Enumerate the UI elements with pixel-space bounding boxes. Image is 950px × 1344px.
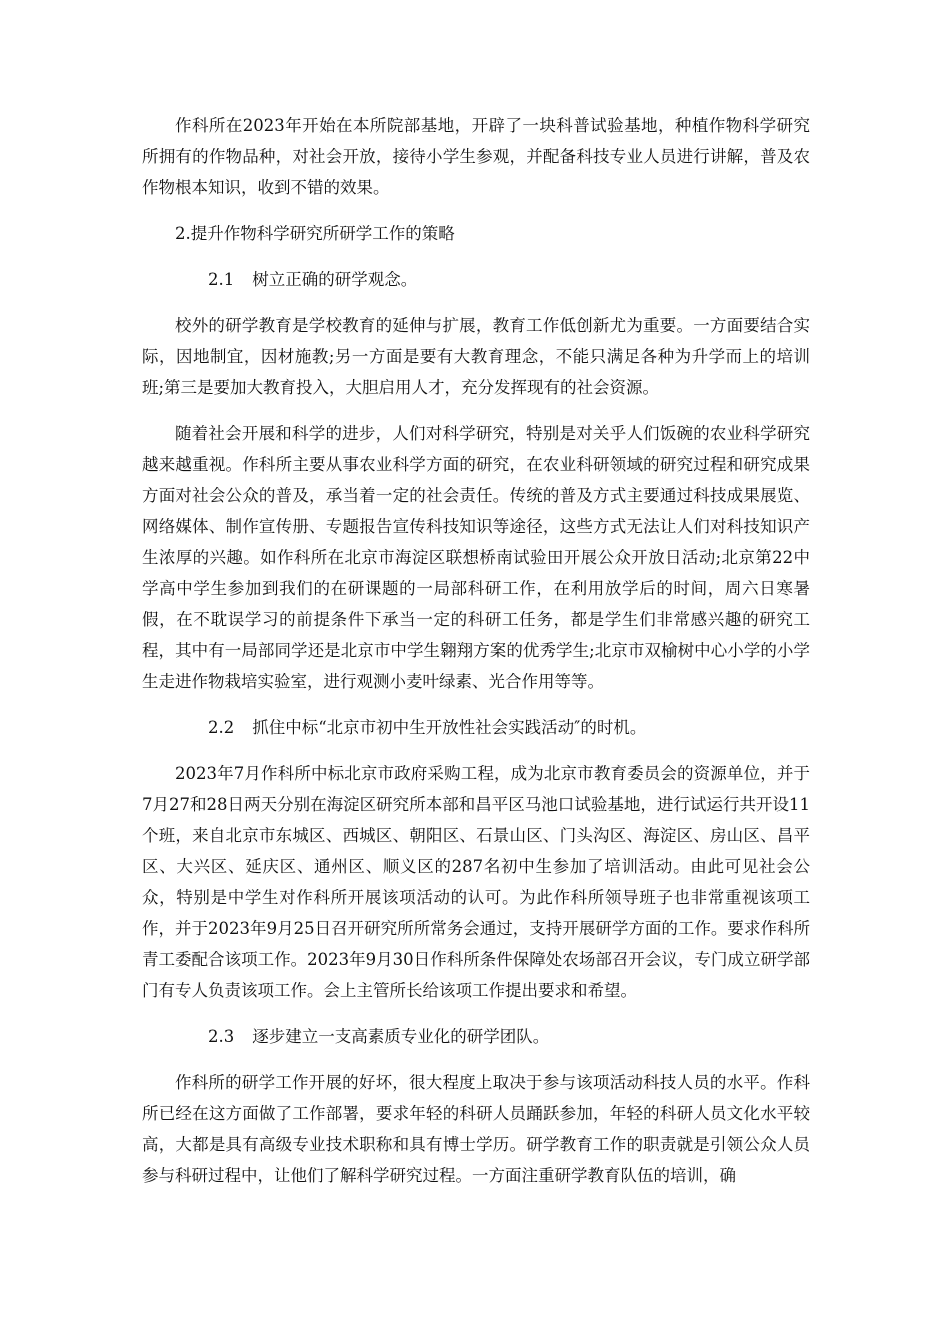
document-body bbox=[142, 110, 810, 1206]
subsection-number: 2.1 bbox=[208, 270, 235, 289]
subsection-title: 树立正确的研学观念。 bbox=[252, 270, 418, 289]
paragraph-bid-activity: 2023年7月作科所中标北京市政府采购工程，成为北京市教育委员会的资源单位，并于7月27和28日两天分别在海淀区研究所本部和昌平区马池口试验基地，进行试运行共开设11个班，来自北京市东城区、西城区、朝阳区、石景山区、门头沟区、海淀区、房山区、昌平区、大兴区、延庆区、通州区、顺义区的287名初中生参加了培训活动。由此可见社会公众，特别是中学生对作科所开展该项活动的认可。为此作科所领导班子也非常重视该项工作，并于2023年9月25日召开研究所所常务会通过，支持开展研学方面的工作。要求作科所青工委配合该项工作。2023年9月30日作科所条件保障处农场部召开会议，专门成立研学部门有专人负责该项工作。会上主管所长给该项工作提出要求和希望。 bbox=[142, 764, 810, 1000]
subsection-heading-2-2 bbox=[142, 712, 810, 743]
subsection-heading-2-1 bbox=[142, 264, 810, 295]
section-heading-2: 2.提升作物科学研究所研学工作的策略 bbox=[175, 224, 455, 243]
subsection-number: 2.3 bbox=[208, 1027, 235, 1046]
subsection-title: 抓住中标“北京市初中生开放性社会实践活动″的时机。 bbox=[252, 718, 647, 737]
paragraph-science-base: 作科所在2023年开始在本所院部基地，开辟了一块科普试验基地，种植作物科学研究所拥有的作物品种，对社会开放，接待小学生参观，并配备科技专业人员进行讲解，普及农作物根本知识，收到不错的效果。 bbox=[142, 116, 810, 197]
paragraph-research-team: 作科所的研学工作开展的好坏，很大程度上取决于参与该项活动科技人员的水平。作科所已经在这方面做了工作部署，要求年轻的科研人员踊跃参加，年轻的科研人员文化水平较高，大都是具有高级专业技术职称和具有博士学历。研学教育工作的职责就是引领公众人员参与科研过程中，让他们了解科学研究过程。一方面注重研学教育队伍的培训，确 bbox=[142, 1073, 810, 1185]
paragraph-social-development: 随着社会开展和科学的进步，人们对科学研究，特别是对关乎人们饭碗的农业科学研究越来越重视。作科所主要从事农业科学方面的研究，在农业科研领域的研究过程和研究成果方面对社会公众的普及，承当着一定的社会责任。传统的普及方式主要通过科技成果展览、网络媒体、制作宣传册、专题报告宣传科技知识等途径，这些方式无法让人们对科技知识产生浓厚的兴趣。如作科所在北京市海淀区联想桥南试验田开展公众开放日活动;北京第22中学高中学生参加到我们的在研课题的一局部科研工作，在利用放学后的时间，周六日寒暑假，在不耽误学习的前提条件下承当一定的科研工任务，都是学生们非常感兴趣的研究工程，其中有一局部同学还是北京市中学生翱翔方案的优秀学生;北京市双榆树中心小学的小学生走进作物栽培实验室，进行观测小麦叶绿素、光合作用等等。 bbox=[142, 424, 810, 691]
subsection-title: 逐步建立一支高素质专业化的研学团队。 bbox=[252, 1027, 550, 1046]
paragraph-education-concept: 校外的研学教育是学校教育的延伸与扩展，教育工作低创新尤为重要。一方面要结合实际，因地制宜，因材施教;另一方面是要有大教育理念，不能只满足各种为升学而上的培训班;第三是要加大教育投入，大胆启用人才，充分发挥现有的社会资源。 bbox=[142, 316, 810, 397]
subsection-heading-2-3 bbox=[142, 1021, 810, 1052]
subsection-number: 2.2 bbox=[208, 718, 235, 737]
